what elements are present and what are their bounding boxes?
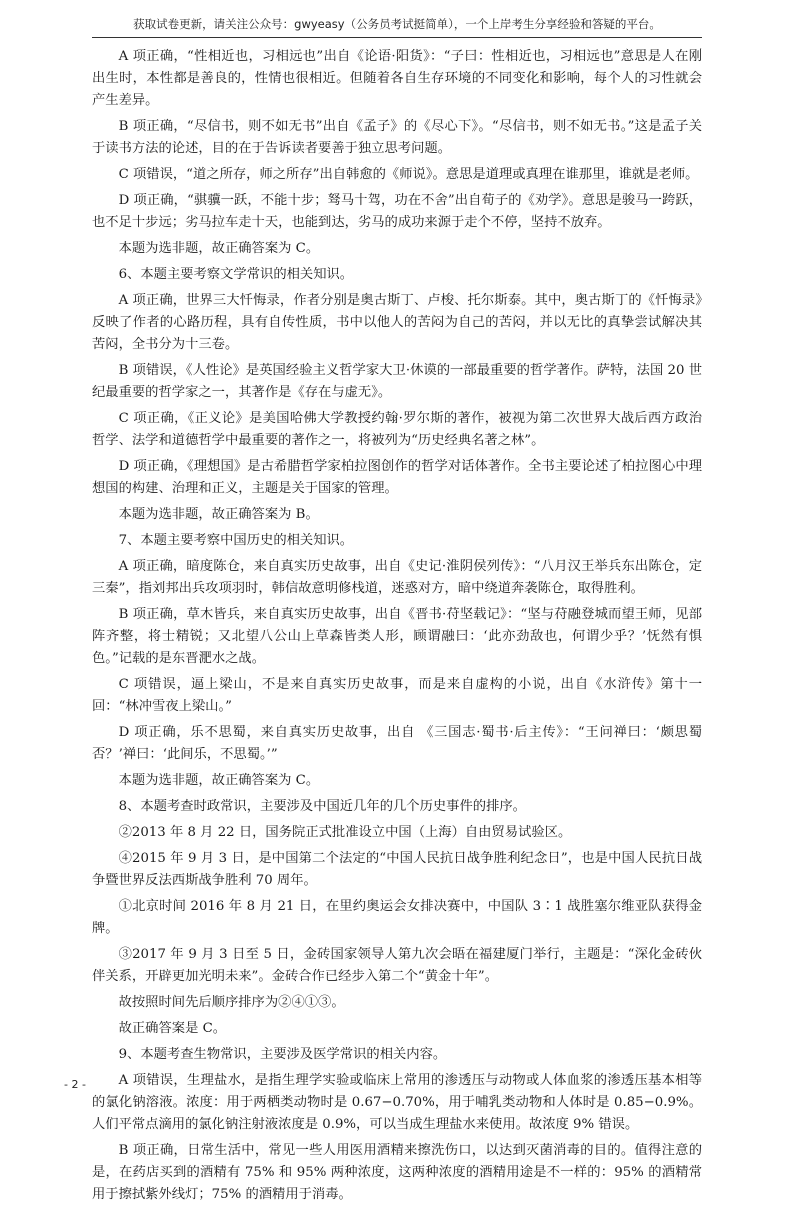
paragraph: A 项正确，世界三大忏悔录，作者分别是奥古斯丁、卢梭、托尔斯泰。其中，奥古斯丁的《忏悔录》反映了作者的心路历程，具有自传性质，书中以他人的苦闷为自己的苦闷，并以无比的真挚尝试解决其苦闷，全书分为十三卷。 — [92, 293, 702, 352]
paragraph: C 项错误，逼上梁山，不是来自真实历史故事，而是来自虚构的小说，出自《水浒传》第十一回：“林冲雪夜上梁山。” — [92, 677, 702, 714]
paragraph: D 项正确，“骐骥一跃，不能十步；驽马十驾，功在不舍”出自荀子的《劝学》。意思是骏马一跨跃，也不足十步远；劣马拉车走十天，也能到达，劣马的成功来源于走个不停，坚持不放弃。 — [92, 193, 702, 230]
paragraph: 故按照时间先后顺序排序为②④①③。 — [118, 995, 345, 1010]
paragraph: 8、本题考查时政常识，主要涉及中国近几年的几个历史事件的排序。 — [118, 799, 526, 814]
paragraph: B 项正确，“尽信书，则不如无书”出自《孟子》的《尽心下》。“尽信书，则不如无书。”这是孟子关于读书方法的论述，目的在于告诉读者要善于独立思考问题。 — [92, 119, 702, 156]
paragraph: ②2013 年 8 月 22 日，国务院正式批准设立中国（上海）自由贸易试验区。 — [118, 825, 572, 840]
paragraph: A 项错误，生理盐水，是指生理学实验或临床上常用的渗透压与动物或人体血浆的渗透压基本相等的氯化钠溶液。浓度：用于两栖类动物时是 0.67−0.70%，用于哺乳类动物和人体时是 0.85−0.9%。人们平常点滴用的氯化钠注射液浓度是 0.9%，可以当成生理盐水来使用。故浓度 9% 错误。 — [92, 1073, 702, 1132]
paragraph: 9、本题考查生物常识，主要涉及医学常识的相关内容。 — [118, 1047, 447, 1062]
header-divider — [92, 37, 702, 38]
paragraph: C 项正确，《正义论》是美国哈佛大学教授约翰·罗尔斯的著作，被视为第二次世界大战后西方政治哲学、法学和道德哲学中最重要的著作之一，将被列为“历史经典名著之林”。 — [92, 411, 702, 448]
paragraph: ④2015 年 9 月 3 日，是中国第二个法定的“中国人民抗日战争胜利纪念日”，也是中国人民抗日战争暨世界反法西斯战争胜利 70 周年。 — [92, 851, 702, 888]
document-body — [92, 46, 702, 1206]
paragraph: ①北京时间 2016 年 8 月 21 日，在里约奥运会女排决赛中，中国队 3∶1 战胜塞尔维亚队获得金牌。 — [92, 899, 702, 936]
page-number: - 2 - — [64, 1078, 86, 1091]
paragraph: ③2017 年 9 月 3 日至 5 日，金砖国家领导人第九次会晤在福建厦门举行，主题是：“深化金砖伙伴关系，开辟更加光明未来”。金砖合作已经步入第二个“黄金十年”。 — [92, 947, 702, 984]
paragraph: 本题为选非题，故正确答案为 B。 — [118, 507, 319, 522]
paragraph: B 项错误，《人性论》是英国经验主义哲学家大卫·休谟的一部最重要的哲学著作。萨特，法国 20 世纪最重要的哲学家之一，其著作是《存在与虚无》。 — [92, 363, 702, 400]
paragraph: D 项正确，《理想国》是古希腊哲学家柏拉图创作的哲学对话体著作。全书主要论述了柏拉图心中理想国的构建、治理和正义，主题是关于国家的管理。 — [92, 459, 702, 496]
paragraph: B 项正确，日常生活中，常见一些人用医用酒精来擦洗伤口，以达到灭菌消毒的目的。值得注意的是，在药店买到的酒精有 75% 和 95% 两种浓度，这两种浓度的酒精用途是不一样的：95% 的酒精常用于擦拭紫外线灯；75% 的酒精用于消毒。 — [92, 1143, 702, 1202]
paragraph: B 项正确，草木皆兵，来自真实历史故事，出自《晋书·苻坚载记》：“坚与苻融登城而望王师，见部阵齐整，将士精锐；又北望八公山上草森皆类人形，顾谓融曰：‘此亦劲敌也，何谓少乎？’怃然有惧色。”记载的是东晋淝水之战。 — [92, 607, 702, 666]
paragraph: 本题为选非题，故正确答案为 C。 — [118, 241, 320, 256]
paragraph: D 项正确，乐不思蜀，来自真实历史故事，出自 《三国志·蜀书·后主传》：“王问禅曰：‘颇思蜀否？’禅曰：‘此间乐，不思蜀。’” — [92, 725, 702, 762]
paragraph: A 项正确，“性相近也，习相远也”出自《论语·阳货》：“子曰：性相近也，习相远也”意思是人在刚出生时，本性都是善良的，性情也很相近。但随着各自生存环境的不同变化和影响，每个人的习性就会产生差异。 — [92, 49, 702, 108]
paragraph: 7、本题主要考察中国历史的相关知识。 — [118, 533, 354, 548]
paragraph: C 项错误，“道之所存，师之所存”出自韩愈的《师说》。意思是道理或真理在谁那里，谁就是老师。 — [118, 167, 699, 182]
paragraph: 故正确答案是 C。 — [118, 1021, 227, 1036]
paragraph: 本题为选非题，故正确答案为 C。 — [118, 773, 320, 788]
page-header: 获取试卷更新，请关注公众号：gwyeasy（公务员考试挺简单），一个上岸考生分享经验和答疑的平台。 — [133, 17, 661, 31]
paragraph: 6、本题主要考察文学常识的相关知识。 — [118, 267, 354, 282]
paragraph: A 项正确，暗度陈仓，来自真实历史故事，出自《史记·淮阴侯列传》：“八月汉王举兵东出陈仓，定三秦”，指刘邦出兵攻项羽时，韩信故意明修栈道，迷惑对方，暗中绕道奔袭陈仓，取得胜利。 — [92, 559, 702, 596]
